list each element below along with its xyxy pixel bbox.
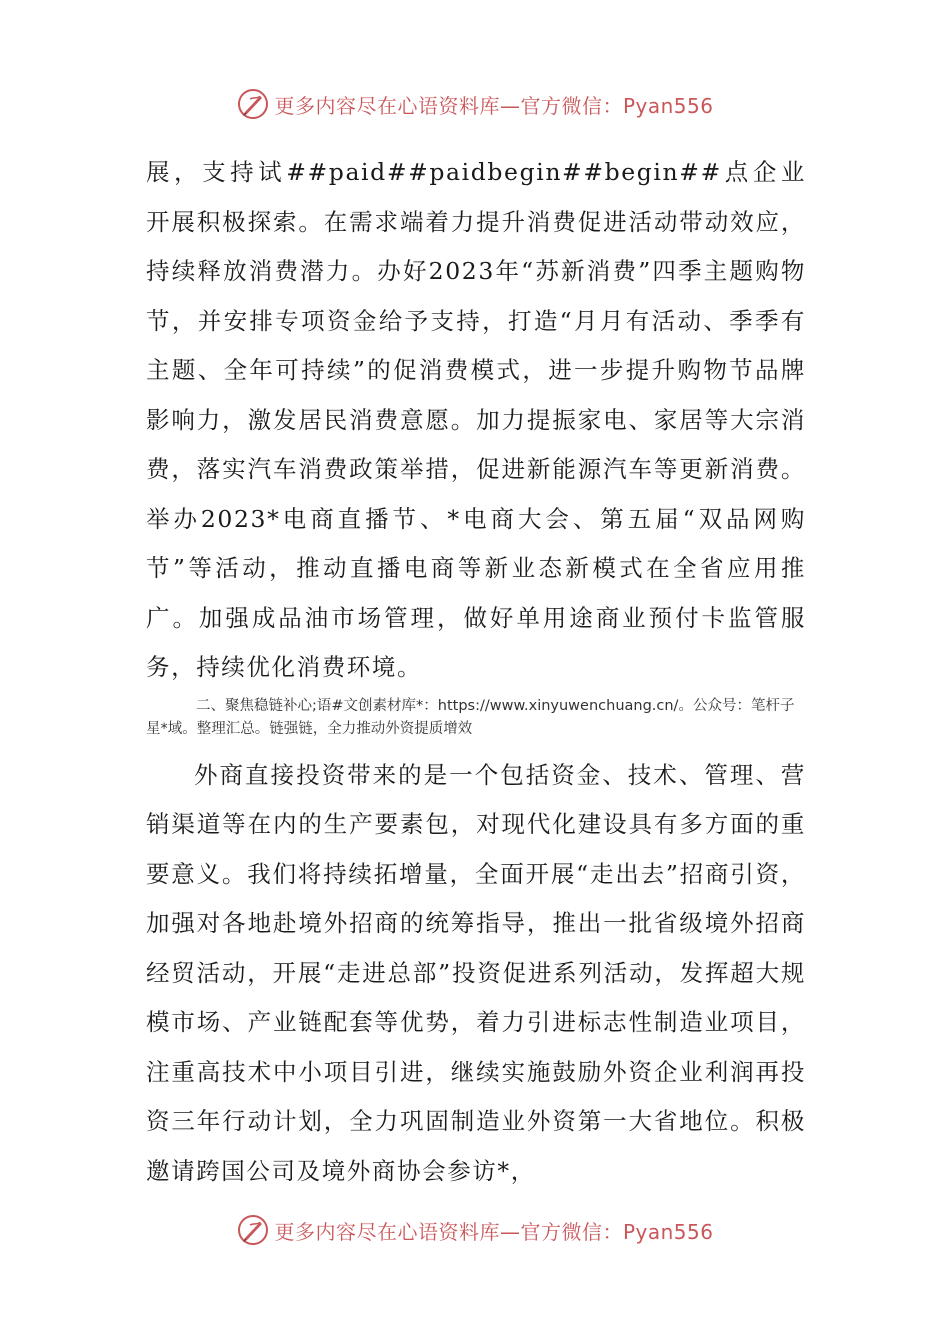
quill-pen-logo-icon: [236, 1213, 270, 1247]
header-banner: [0, 84, 950, 124]
banner-text: 更多内容尽在心语资料库—官方微信：Pyan556: [274, 1219, 714, 1244]
banner-text: 更多内容尽在心语资料库—官方微信：Pyan556: [274, 93, 714, 118]
footer-banner: [0, 1210, 950, 1250]
body-paragraph-2: 外商直接投资带来的是一个包括资金、技术、管理、营销渠道等在内的生产要素包，对现代化建设具有多方面的重要意义。我们将持续拓增量，全面开展“走出去”招商引资，加强对各地赴境外招商的统筹指导，推出一批省级境外招商经贸活动，开展“走进总部”投资促进系列活动，发挥超大规模市场、产业链配套等优势，着力引进标志性制造业项目，注重高技术中小项目引进，继续实施鼓励外资企业利润再投资三年行动计划，全力巩固制造业外资第一大省地位。积极邀请跨国公司及境外商协会参访*，: [146, 760, 806, 1185]
quill-pen-logo-icon: [236, 87, 270, 121]
document-body: [146, 148, 806, 1196]
section-heading-2: 二、聚焦稳链补心;语#文创素材库*：https://www.xinyuwenchuang.cn/。公众号：笔杆子星*域。整理汇总。链强链，全力推动外资提质增效: [146, 697, 795, 737]
body-paragraph-1: 展，支持试##paid##paidbegin##begin##点企业开展积极探索。在需求端着力提升消费促进活动带动效应，持续释放消费潜力。办好2023年“苏新消费”四季主题购物节，并安排专项资金给予支持，打造“月月有活动、季季有主题、全年可持续”的促消费模式，进一步提升购物节品牌影响力，激发居民消费意愿。加力提振家电、家居等大宗消费，落实汽车消费政策举措，促进新能源汽车等更新消费。举办2023*电商直播节、*电商大会、第五届“双品网购节”等活动，推动直播电商等新业态新模式在全省应用推广。加强成品油市场管理，做好单用途商业预付卡监管服务，持续优化消费环境。: [146, 158, 806, 681]
